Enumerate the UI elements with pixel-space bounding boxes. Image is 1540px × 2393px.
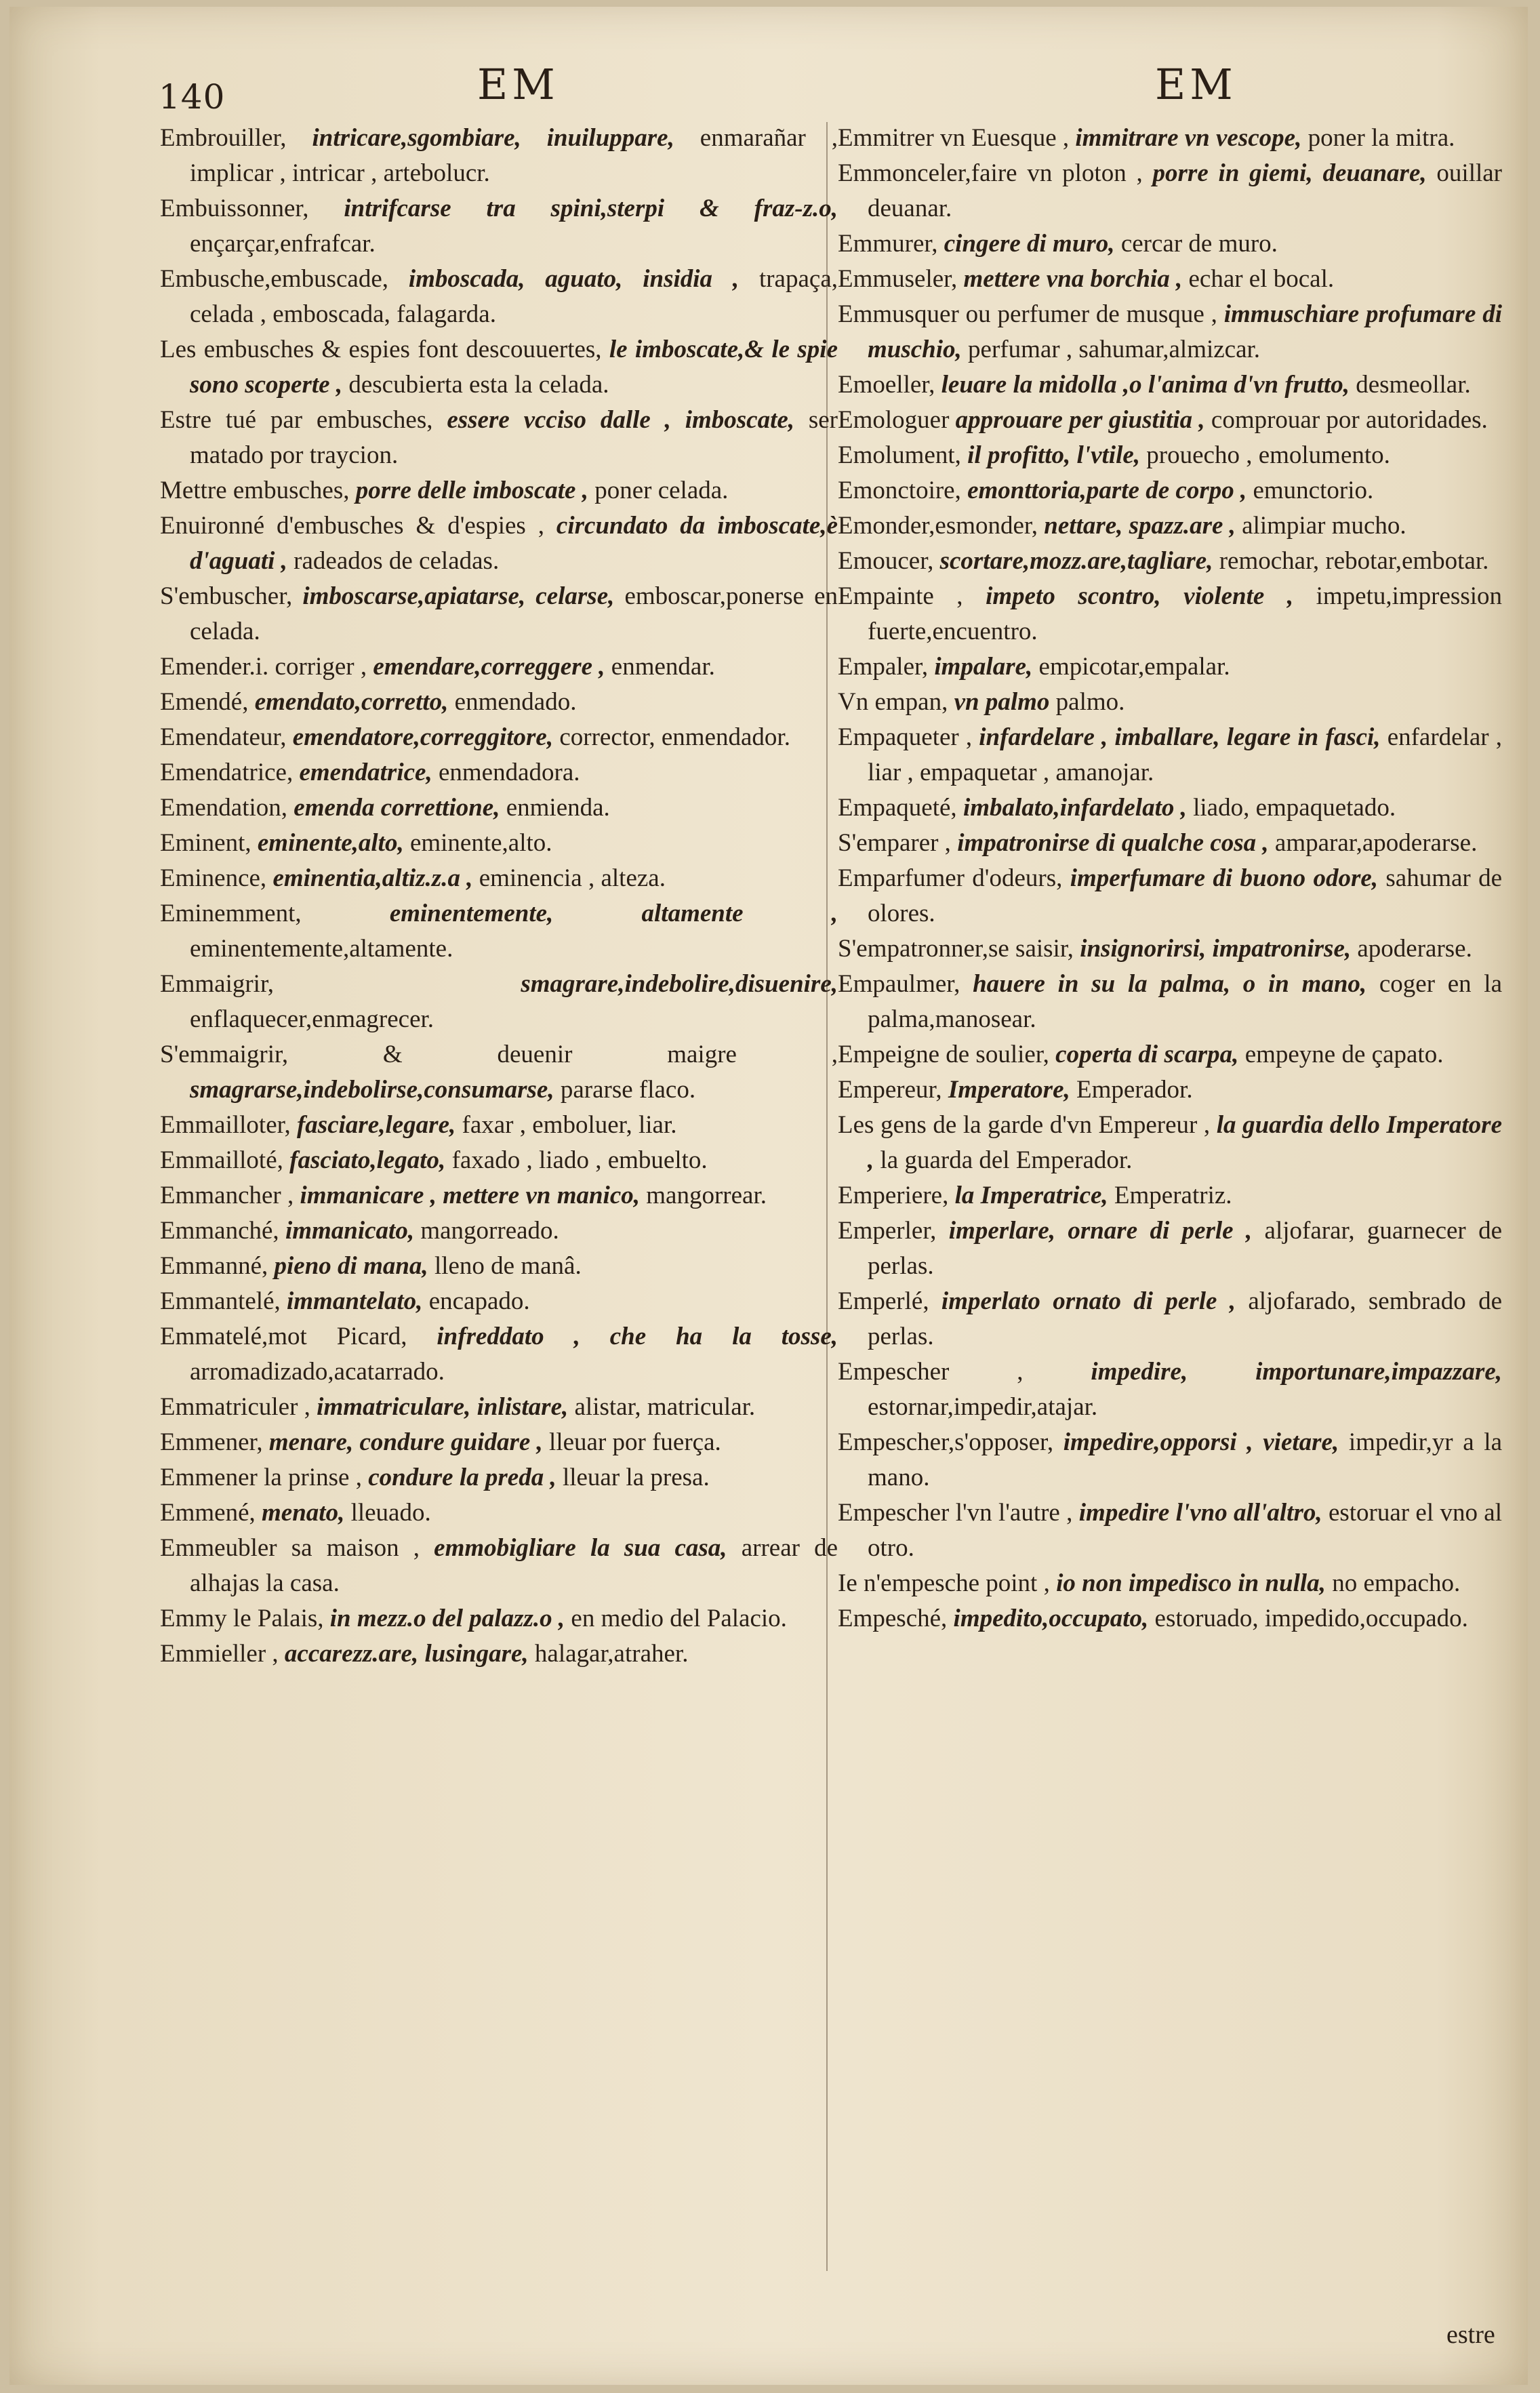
entry-italian: infardelare , imballare, legare in fasci, — [979, 723, 1381, 751]
dictionary-entry — [838, 1072, 1502, 1108]
dictionary-entry — [838, 1178, 1502, 1213]
entry-headword: Emmitrer vn Euesque , — [838, 124, 1070, 152]
entry-spanish: coger en la palma,manosear. — [868, 970, 1503, 1033]
dictionary-entry — [838, 720, 1502, 790]
entry-headword: Emendatrice, — [160, 759, 293, 786]
entry-headword: S'embuscher, — [160, 582, 293, 610]
dictionary-entry — [160, 1495, 838, 1531]
dictionary-entry — [838, 967, 1502, 1037]
dictionary-entry — [160, 967, 838, 1037]
entry-headword: Empesché, — [838, 1605, 948, 1632]
entry-headword: Emmancher , — [160, 1182, 294, 1209]
dictionary-entry — [160, 720, 838, 755]
dictionary-entry — [160, 896, 838, 967]
dictionary-entry — [838, 1495, 1502, 1566]
entry-headword: Emolument, — [838, 441, 961, 469]
entry-spanish: no empacho. — [1332, 1569, 1461, 1597]
entry-spanish: desmeollar. — [1356, 371, 1471, 399]
entry-headword: Emparfumer d'odeurs, — [838, 864, 1063, 892]
entry-spanish: la guarda del Emperador. — [880, 1146, 1133, 1174]
running-header-right: EM — [1155, 60, 1237, 109]
entry-headword: Emmeubler sa maison , — [160, 1534, 420, 1562]
entry-spanish: empicotar,empalar. — [1038, 653, 1230, 681]
dictionary-entry — [838, 1601, 1502, 1636]
entry-headword: Emoeller, — [838, 371, 935, 399]
entry-spanish: encapado. — [428, 1287, 530, 1315]
entry-headword: S'emparer , — [838, 829, 951, 857]
entry-spanish: enmarañar , implicar , intricar , artebolucr. — [190, 124, 838, 187]
dictionary-entry — [838, 544, 1502, 579]
dictionary-entry — [838, 473, 1502, 508]
entry-italian: menato, — [262, 1499, 345, 1527]
entry-italian: smagrare,indebolire,disuenire, — [521, 970, 838, 998]
entry-spanish: emunctorio. — [1253, 477, 1374, 504]
entry-spanish: aljofarar, guarnecer de perlas. — [868, 1217, 1503, 1280]
entry-italian: pieno di mana, — [274, 1252, 428, 1280]
entry-italian: impedire,opporsi , vietare, — [1063, 1428, 1339, 1456]
entry-spanish: enmienda. — [506, 794, 610, 822]
entry-headword: Emperler, — [838, 1217, 937, 1245]
entry-headword: Emmy le Palais, — [160, 1605, 324, 1632]
entry-italian: mettere vna borchia , — [963, 265, 1183, 293]
entry-italian: immantelato, — [287, 1287, 423, 1315]
dictionary-entry — [160, 1213, 838, 1249]
entry-spanish: lleuado. — [350, 1499, 431, 1527]
entry-spanish: faxado , liado , embuelto. — [451, 1146, 708, 1174]
entry-spanish: en medio del Palacio. — [571, 1605, 787, 1632]
dictionary-entry — [838, 1566, 1502, 1601]
entry-spanish: remochar, rebotar,embotar. — [1219, 547, 1489, 575]
entry-spanish: enfardelar , liar , empaquetar , amanojar. — [868, 723, 1503, 786]
dictionary-entry — [160, 1531, 838, 1601]
entry-spanish: eminencia , alteza. — [479, 864, 666, 892]
dictionary-entry — [160, 1425, 838, 1460]
entry-italian: infreddato , che ha la tosse, — [437, 1323, 838, 1350]
dictionary-entry — [160, 1460, 838, 1495]
dictionary-entry — [838, 579, 1502, 649]
entry-headword: Emmanné, — [160, 1252, 268, 1280]
entry-headword: Ie n'empesche point , — [838, 1569, 1050, 1597]
entry-headword: Embusche,embuscade, — [160, 265, 388, 293]
entry-italian: emonttoria,parte de corpo , — [967, 477, 1247, 504]
entry-spanish: trapaça, celada , emboscada, falagarda. — [190, 265, 838, 328]
entry-italian: impalare, — [934, 653, 1033, 681]
entry-headword: Eminent, — [160, 829, 251, 857]
entry-spanish: pararse flaco. — [560, 1076, 696, 1104]
entry-italian: emmobigliare la sua casa, — [434, 1534, 727, 1562]
entry-headword: Emmanché, — [160, 1217, 279, 1245]
entry-headword: Empereur, — [838, 1076, 942, 1104]
dictionary-entry — [838, 1284, 1502, 1354]
entry-spanish: alistar, matricular. — [574, 1393, 756, 1421]
entry-italian: io non impedisco in nulla, — [1056, 1569, 1326, 1597]
entry-italian: nettare, spazz.are , — [1044, 512, 1236, 540]
dictionary-entry — [160, 1178, 838, 1213]
entry-spanish: faxar , emboluer, liar. — [462, 1111, 677, 1139]
entry-italian: impeto scontro, violente , — [986, 582, 1294, 610]
entry-spanish: prouecho , emolumento. — [1146, 441, 1390, 469]
entry-headword: Emoucer, — [838, 547, 934, 575]
dictionary-entry — [160, 121, 838, 191]
entry-spanish: descubierta esta la celada. — [348, 371, 609, 399]
entry-italian: la Imperatrice, — [954, 1182, 1108, 1209]
entry-spanish: cercar de muro. — [1120, 230, 1278, 258]
dictionary-entry — [838, 685, 1502, 720]
entry-headword: Emmantelé, — [160, 1287, 281, 1315]
entry-italian: immanicare , mettere vn manico, — [300, 1182, 641, 1209]
entry-italian: emendatore,correggitore, — [292, 723, 554, 751]
dictionary-entry — [160, 685, 838, 720]
entry-headword: Mettre embusches, — [160, 477, 350, 504]
dictionary-entry — [160, 1284, 838, 1319]
entry-spanish: alimpiar mucho. — [1242, 512, 1406, 540]
entry-spanish: mangorrear. — [646, 1182, 767, 1209]
dictionary-entry — [838, 1425, 1502, 1495]
entry-headword: Empescher l'vn l'autre , — [838, 1499, 1073, 1527]
entry-italian: insignorirsi, impatronirse, — [1080, 935, 1352, 963]
entry-spanish: echar el bocal. — [1188, 265, 1335, 293]
dictionary-entry — [838, 861, 1502, 931]
entry-spanish: comprouar por autoridades. — [1211, 406, 1488, 434]
entry-spanish: ser matado por traycion. — [190, 406, 838, 469]
entry-spanish: apoderarse. — [1357, 935, 1472, 963]
entry-spanish: estoruado, impedido,occupado. — [1154, 1605, 1468, 1632]
entry-headword: Empaqueter , — [838, 723, 973, 751]
entry-spanish: palmo. — [1055, 688, 1125, 716]
dictionary-entry — [838, 121, 1502, 156]
entry-spanish: mangorreado. — [420, 1217, 559, 1245]
entry-headword: Les embusches & espies font descouuertes, — [160, 336, 602, 363]
entry-italian: hauere in su la palma, o in mano, — [973, 970, 1367, 998]
dictionary-entry — [160, 1143, 838, 1178]
entry-spanish: enmendadora. — [438, 759, 580, 786]
dictionary-entry — [160, 191, 838, 262]
dictionary-entry — [160, 1390, 838, 1425]
entry-italian: essere vcciso dalle , imboscate, — [447, 406, 795, 434]
entry-spanish: eminente,alto. — [409, 829, 552, 857]
entry-italian: scortare,mozz.are,tagliare, — [939, 547, 1213, 575]
entry-italian: imbalato,infardelato , — [963, 794, 1187, 822]
entry-headword: Emendé, — [160, 688, 249, 716]
entry-headword: Emmené, — [160, 1499, 256, 1527]
entry-italian: vn palmo — [954, 688, 1050, 716]
dictionary-entry — [838, 403, 1502, 438]
dictionary-entry — [838, 367, 1502, 403]
dictionary-entry — [838, 262, 1502, 297]
entry-spanish: impetu,impression fuerte,encuentro. — [868, 582, 1503, 645]
entry-italian: imboscada, aguato, insidia , — [408, 265, 739, 293]
entry-headword: Emendateur, — [160, 723, 287, 751]
entry-headword: Emmonceler,faire vn ploton , — [838, 159, 1143, 187]
entry-italian: imperlato ornato di perle , — [941, 1287, 1236, 1315]
entry-spanish: enmendar. — [611, 653, 715, 681]
entry-spanish: lleuar por fuerça. — [549, 1428, 721, 1456]
entry-italian: emenda correttione, — [293, 794, 500, 822]
entry-spanish: emboscar,ponerse en celada. — [190, 582, 838, 645]
entry-headword: Empescher , — [838, 1358, 1024, 1386]
running-header-left: EM — [477, 60, 559, 109]
entry-spanish: Emperatriz. — [1114, 1182, 1232, 1209]
entry-headword: Empeigne de soulier, — [838, 1041, 1049, 1068]
dictionary-entry — [160, 473, 838, 508]
entry-headword: Empainte , — [838, 582, 963, 610]
entry-headword: Empaqueté, — [838, 794, 957, 822]
entry-headword: Emmailloter, — [160, 1111, 291, 1139]
entry-spanish: lleno de manâ. — [434, 1252, 582, 1280]
entry-italian: immatriculare, inlistare, — [317, 1393, 569, 1421]
entry-italian: impedire l'vno all'altro, — [1078, 1499, 1322, 1527]
entry-headword: Emmieller , — [160, 1640, 279, 1668]
entry-headword: Emmener, — [160, 1428, 263, 1456]
entry-headword: Emperiere, — [838, 1182, 949, 1209]
entry-italian: immitrare vn vescope, — [1075, 124, 1302, 152]
left-column — [160, 121, 838, 1672]
entry-spanish: impedir,yr a la mano. — [868, 1428, 1502, 1491]
entry-spanish: poner la mitra. — [1308, 124, 1455, 152]
entry-headword: Empaulmer, — [838, 970, 960, 998]
entry-headword: Emmuseler, — [838, 265, 958, 293]
entry-spanish: ouillar deuanar. — [868, 159, 1503, 222]
entry-headword: Emmener la prinse , — [160, 1464, 362, 1491]
entry-italian: fasciato,legato, — [289, 1146, 446, 1174]
entry-spanish: halagar,atraher. — [534, 1640, 689, 1668]
dictionary-entry — [160, 1636, 838, 1672]
entry-italian: impedito,occupato, — [953, 1605, 1149, 1632]
dictionary-entry — [160, 403, 838, 473]
entry-italian: eminentemente, altamente , — [389, 900, 838, 927]
entry-italian: emendatrice, — [299, 759, 432, 786]
entry-headword: Emmatriculer , — [160, 1393, 310, 1421]
dictionary-entry — [160, 1249, 838, 1284]
entry-spanish: aljofarado, sembrado de perlas. — [868, 1287, 1503, 1350]
entry-headword: Emonctoire, — [838, 477, 961, 504]
entry-spanish: eminentemente,altamente. — [190, 935, 453, 963]
entry-italian: la guardia dello Imperatore , — [868, 1111, 1503, 1174]
entry-headword: S'empatronner,se saisir, — [838, 935, 1074, 963]
entry-spanish: enflaquecer,enmagrecer. — [190, 1005, 434, 1033]
dictionary-entry — [838, 1354, 1502, 1425]
entry-headword: Empescher,s'opposer, — [838, 1428, 1054, 1456]
entry-headword: Embuissonner, — [160, 195, 309, 222]
entry-italian: condure la preda , — [368, 1464, 556, 1491]
entry-spanish: empeyne de çapato. — [1244, 1041, 1444, 1068]
entry-headword: Empaler, — [838, 653, 929, 681]
entry-headword: Emmailloté, — [160, 1146, 283, 1174]
entry-headword: Embrouiller, — [160, 124, 287, 152]
dictionary-entry — [838, 297, 1502, 367]
entry-headword: Emperlé, — [838, 1287, 929, 1315]
catchword: estre — [1446, 2320, 1495, 2349]
dictionary-entry — [160, 1108, 838, 1143]
entry-italian: emendato,corretto, — [254, 688, 449, 716]
entry-headword: Emonder,esmonder, — [838, 512, 1038, 540]
dictionary-entry — [160, 579, 838, 649]
entry-italian: impedire, importunare,impazzare, — [1091, 1358, 1502, 1386]
entry-spanish: lleuar la presa. — [562, 1464, 710, 1491]
entry-italian: immanicato, — [285, 1217, 415, 1245]
dictionary-entry — [838, 1037, 1502, 1072]
dictionary-entry — [838, 226, 1502, 262]
entry-italian: circundato da imboscate,è d'aguati , — [190, 512, 838, 575]
entry-italian: Imperatore, — [948, 1076, 1070, 1104]
entry-headword: Estre tué par embusches, — [160, 406, 433, 434]
entry-spanish: enmendado. — [454, 688, 577, 716]
dictionary-entry — [838, 1213, 1502, 1284]
entry-italian: porre in giemi, deuanare, — [1152, 159, 1427, 187]
entry-italian: eminentia,altiz.z.a , — [272, 864, 473, 892]
entry-italian: immuschiare profumare di muschio, — [868, 300, 1502, 363]
entry-spanish: corrector, enmendador. — [559, 723, 790, 751]
entry-italian: il profitto, l'vtile, — [967, 441, 1141, 469]
dictionary-entry — [160, 790, 838, 826]
entry-headword: S'emmaigrir, & deuenir maigre , — [160, 1041, 838, 1068]
entry-headword: Emendation, — [160, 794, 288, 822]
entry-spanish: sahumar de olores. — [868, 864, 1502, 927]
entry-italian: imperlare, ornare di perle , — [948, 1217, 1253, 1245]
entry-italian: fasciare,legare, — [296, 1111, 456, 1139]
entry-spanish: poner celada. — [594, 477, 729, 504]
dictionary-entry — [838, 438, 1502, 473]
dictionary-entry — [160, 332, 838, 403]
dictionary-entry — [160, 1319, 838, 1390]
dictionary-entry — [838, 826, 1502, 861]
dictionary-entry — [838, 1108, 1502, 1178]
dictionary-entry — [838, 931, 1502, 967]
page-number: 140 — [159, 77, 226, 117]
entry-headword: Emmaigrir, — [160, 970, 275, 998]
entry-italian: le imboscate,& le spie sono scoperte , — [190, 336, 838, 399]
entry-italian: menare, condure guidare , — [268, 1428, 543, 1456]
entry-italian: approuare per giustitia , — [955, 406, 1205, 434]
entry-spanish: amparar,apoderarse. — [1274, 829, 1478, 857]
entry-headword: Vn empan, — [838, 688, 948, 716]
dictionary-entry — [838, 790, 1502, 826]
entry-spanish: liado, empaquetado. — [1193, 794, 1396, 822]
entry-italian: imperfumare di buono odore, — [1070, 864, 1379, 892]
entry-italian: emendare,correggere , — [373, 653, 605, 681]
entry-italian: smagrarse,indebolirse,consumarse, — [190, 1076, 554, 1104]
entry-spanish: estornar,impedir,atajar. — [868, 1393, 1098, 1421]
entry-italian: impatronirse di qualche cosa , — [957, 829, 1269, 857]
entry-italian: cingere di muro, — [944, 230, 1115, 258]
entry-spanish: arrear de alhajas la casa. — [190, 1534, 838, 1597]
dictionary-entry — [160, 649, 838, 685]
entry-headword: Les gens de la garde d'vn Empereur , — [838, 1111, 1211, 1139]
entry-headword: Eminence, — [160, 864, 267, 892]
entry-spanish: estoruar el vno al otro. — [868, 1499, 1502, 1562]
entry-headword: Emender.i. corriger , — [160, 653, 367, 681]
right-column — [838, 121, 1502, 1636]
dictionary-entry — [160, 508, 838, 579]
dictionary-entry — [160, 826, 838, 861]
entry-spanish: ençarçar,enfrafcar. — [190, 230, 376, 258]
dictionary-page — [9, 7, 1528, 2385]
dictionary-entry — [160, 861, 838, 896]
entry-italian: imboscarse,apiatarse, celarse, — [302, 582, 615, 610]
entry-spanish: perfumar , sahumar,almizcar. — [968, 336, 1261, 363]
dictionary-entry — [838, 649, 1502, 685]
entry-headword: Emmusquer ou perfumer de musque , — [838, 300, 1217, 328]
entry-spanish: radeados de celadas. — [293, 547, 500, 575]
entry-headword: Enuironné d'embusches & d'espies , — [160, 512, 544, 540]
dictionary-entry — [160, 262, 838, 332]
entry-italian: in mezz.o del palazz.o , — [329, 1605, 565, 1632]
dictionary-entry — [160, 1037, 838, 1108]
entry-headword: Emmurer, — [838, 230, 938, 258]
dictionary-entry — [160, 1601, 838, 1636]
entry-italian: coperta di scarpa, — [1055, 1041, 1239, 1068]
entry-italian: accarezz.are, lusingare, — [284, 1640, 529, 1668]
entry-headword: Emologuer — [838, 406, 950, 434]
entry-italian: intrifcarse tra spini,sterpi & fraz-z.o, — [344, 195, 838, 222]
entry-headword: Eminemment, — [160, 900, 302, 927]
entry-italian: leuare la midolla ,o l'anima d'vn frutto, — [941, 371, 1350, 399]
dictionary-entry — [838, 508, 1502, 544]
dictionary-entry — [838, 156, 1502, 226]
entry-italian: intricare,sgombiare, inuiluppare, — [312, 124, 674, 152]
entry-italian: porre delle imboscate , — [355, 477, 588, 504]
entry-spanish: Emperador. — [1076, 1076, 1193, 1104]
entry-italian: eminente,alto, — [257, 829, 404, 857]
dictionary-entry — [160, 755, 838, 790]
entry-headword: Emmatelé,mot Picard, — [160, 1323, 407, 1350]
entry-spanish: arromadizado,acatarrado. — [190, 1358, 445, 1386]
